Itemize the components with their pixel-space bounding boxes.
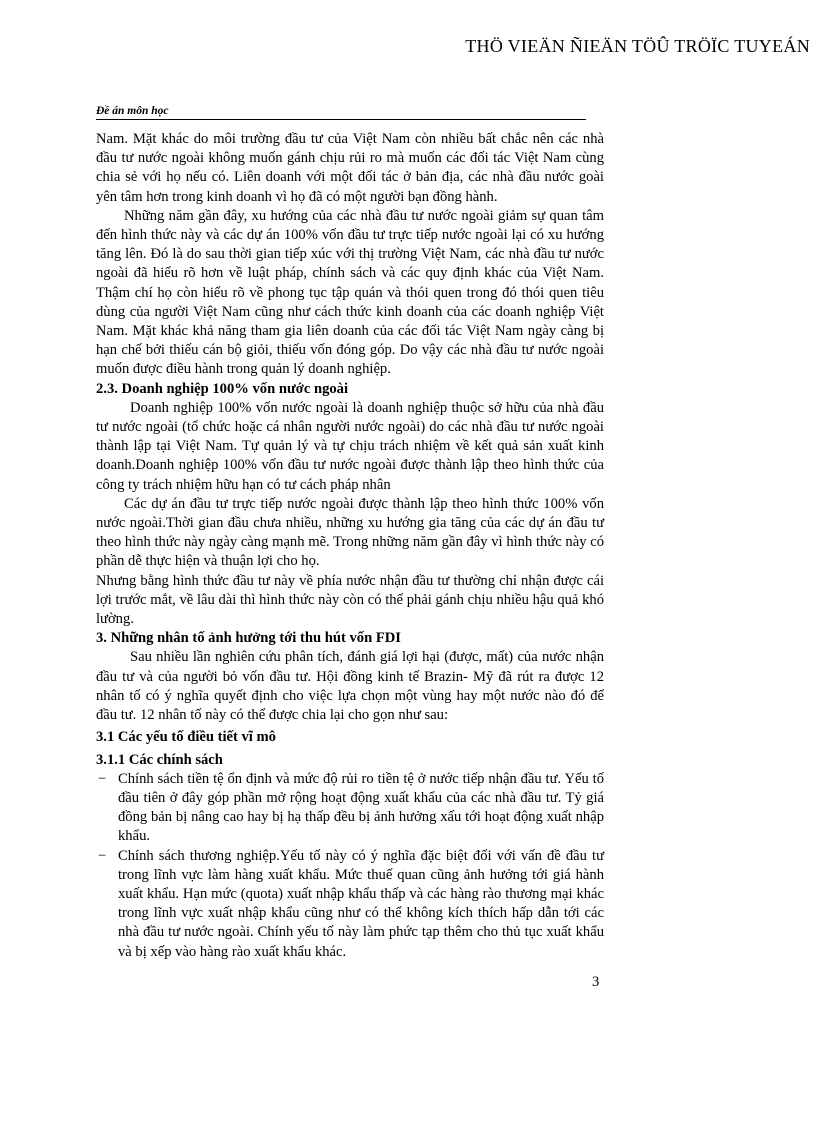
section-heading-2-3: 2.3. Doanh nghiệp 100% vốn nước ngoài <box>96 380 349 397</box>
paragraph-projects: Các dự án đầu tư trực tiếp nước ngoài được thành lập theo hình thức 100% vốn nước ngoài.Thời gian đầu chưa nhiều, những xu hướng gia tăng của các dự án đầu tư theo hình thức này ngày càng mạnh mẽ. Trong những năm gần đây vì hình thức này có phần dễ thực hiện và thuận lợi cho họ. <box>96 495 604 570</box>
list-item <box>96 847 604 962</box>
dash-bullet-icon: − <box>98 847 107 864</box>
paragraph-factors: Sau nhiều lần nghiên cứu phân tích, đánh giá lợi hại (được, mất) của nước nhận đầu tư và của người bỏ vốn đầu tư. Hội đồng kinh tế Brazin- Mỹ đã rút ra được 12 nhân tố có ý nghĩa quyết định cho việc lựa chọn một vùng hay một nước nào đó để đầu tư. 12 nhân tố này có thể được chia lại cho gọn như sau: <box>96 649 604 724</box>
list-item-text: Chính sách tiền tệ ổn định và mức độ rủi ro tiền tệ ở nước tiếp nhận đầu tư. Yếu tố đầu tiên ở đây góp phần mở rộng hoạt động xuất khẩu của các nhà đầu tư. Tỷ giá đồng bản bị nâng cao hay bị hạ thấp đều bị ảnh hưởng xấu tới hoạt động xuất nhập khẩu. <box>118 770 604 845</box>
policy-list <box>96 770 604 962</box>
list-item <box>96 770 604 847</box>
paragraph-trend: Những năm gần đây, xu hướng của các nhà đầu tư nước ngoài giảm sự quan tâm đến hình thức này và các dự án 100% vốn đầu tư trực tiếp nước ngoài lại có xu hướng tăng lên. Đó là do sau thời gian tiếp xúc với thị trường Việt Nam, các nhà đầu tư nước ngoài đã hiểu rõ hơn về luật pháp, chính sách và các quy định khác của Việt Nam. Thậm chí họ còn hiểu rõ về phong tục tập quán và thói quen trong đó thói quen tiêu dùng của người Việt Nam cũng như cách thức kinh doanh của các doanh nghiệp Việt Nam. Mặt khác khả năng tham gia liên doanh của các đối tác Việt Nam ngày càng bị hạn chế bởi thiếu cán bộ giỏi, thiếu vốn đóng góp. Do vậy các nhà đầu tư nước ngoài muốn được điều hành trong quản lý doanh nghiệp. <box>96 207 604 378</box>
document-body <box>96 130 604 962</box>
paragraph-liên-doanh-end: Nam. Mặt khác do môi trường đầu tư của Việt Nam còn nhiều bất chắc nên các nhà đầu tư nước ngoài không muốn gánh chịu rủi ro mà muốn các đối tác Việt Nam cùng chia sẻ với họ nếu có. Liên doanh với một đối tác ở bản địa, các nhà đầu nước goài yên tâm hơn trong kinh doanh vì họ đã có một người bạn đồng hành. <box>96 131 604 205</box>
dash-bullet-icon: − <box>98 770 107 787</box>
paragraph-consequences: Nhưng bằng hình thức đầu tư này về phía nước nhận đầu tư thường chỉ nhận được cái lợi trước mắt, về lâu dài thì hình thức này còn có thể phải gánh chịu nhiều hậu quả khó lường. <box>96 572 604 628</box>
site-watermark: THÖ VIEÄN ÑIEÄN TÖÛ TRÖÏC TUYEÁN <box>465 36 810 56</box>
list-item-text: Chính sách thương nghiệp.Yếu tố này có ý nghĩa đặc biệt đối với vấn đề đầu tư trong lĩnh vực làm hàng xuất khẩu. Mức thuế quan cũng ảnh hưởng tới giá hành xuất khẩu. Hạn mức (quota) xuất nhập khẩu thấp và các hàng rào thương mại khác trong lĩnh vực xuất nhập khẩu cũng như có thể không kích thích hấp dẫn tới các nhà đầu tư nước ngoài. Chính yếu tố này làm phức tạp thêm cho thủ tục xuất khẩu và bị xếp vào hàng rào xuất khẩu khác. <box>118 847 604 960</box>
section-heading-3-1: 3.1 Các yếu tố điều tiết vĩ mô <box>96 729 276 746</box>
section-heading-3: 3. Những nhân tố ảnh hưởng tới thu hút vốn FDI <box>96 630 401 647</box>
paragraph-definition: Doanh nghiệp 100% vốn nước ngoài là doanh nghiệp thuộc sở hữu của nhà đầu tư nước ngoài (tổ chức hoặc cá nhân người nước ngoài) do các nhà đầu tư nước ngoài thành lập tại Việt Nam. Tự quản lý và tự chịu trách nhiệm về kết quả sản xuất kinh doanh.Doanh nghiệp 100% vốn đầu tư nước ngoài được thành lập theo hình thức của công ty trách nhiệm hữu hạn có tư cách pháp nhân <box>96 399 604 493</box>
document-header: Đề án môn học <box>96 104 586 120</box>
section-heading-3-1-1: 3.1.1 Các chính sách <box>96 751 223 768</box>
page-number: 3 <box>592 974 600 990</box>
